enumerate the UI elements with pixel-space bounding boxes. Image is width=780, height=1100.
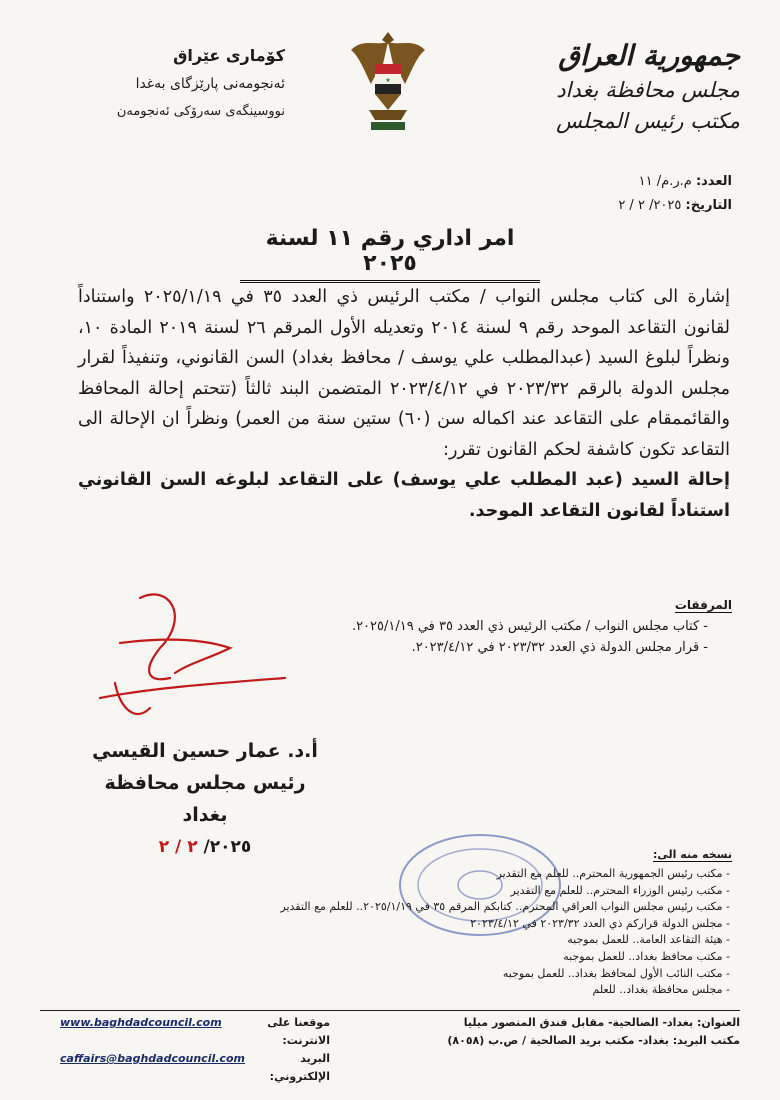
postal-line: مكتب البريد: بغداد- مكتب بريد الصالحية / ص.ب (٨٠٥٨): [447, 1034, 740, 1047]
email-link[interactable]: caffairs@baghdadcouncil.com: [60, 1052, 245, 1065]
footer-divider: [40, 1010, 740, 1011]
copy-item: - مكتب رئيس الوزراء المحترم.. للعلم مع التقدير: [280, 883, 730, 900]
arabic-header-line: جمهورية العراق: [558, 39, 740, 72]
date-label: التاريخ:: [685, 198, 732, 213]
attachments-list: [352, 616, 708, 658]
copy-item: - مكتب النائب الأول لمحافظ بغداد.. للعمل بموجبه: [280, 966, 730, 983]
attachment-item: - كتاب مجلس النواب / مكتب الرئيس ذي العدد ٣٥ في ٢٠٢٥/١/١٩.: [352, 616, 708, 637]
number-label: العدد:: [695, 174, 732, 189]
signer-date: [80, 831, 330, 863]
copy-item: - مكتب رئيس الجمهورية المحترم.. للعلم مع التقدير: [280, 866, 730, 883]
footer-contacts: [60, 1014, 330, 1086]
signer-name: أ.د. عمار حسين القيسي: [92, 740, 318, 762]
copy-item: - مجلس محافظة بغداد.. للعلم: [280, 982, 730, 999]
address-line: العنوان: بغداد- الصالحية- مقابل فندق المنصور ميليا: [463, 1016, 740, 1029]
kurdish-header-line: نووسینگەی سەرۆکی ئەنجومەن: [116, 104, 285, 119]
signer-date-handwritten: ٢ / ٢: [158, 837, 198, 857]
reference-block: [618, 170, 732, 218]
order-body: [78, 282, 730, 526]
kurdish-header-line: ئەنجومەنی پارێزگای بەغدا: [135, 76, 285, 92]
copy-item: - مجلس الدولة قراركم ذي العدد ٢٠٢٣/٣٢ في ٢٠٢٣/٤/١٢: [280, 916, 730, 933]
order-title: امر اداري رقم ١١ لسنة ٢٠٢٥: [240, 226, 540, 283]
signer-position: رئيس مجلس محافظة بغداد: [104, 772, 306, 826]
signer-block: [80, 735, 330, 863]
copy-item: - هيئة التقاعد العامة.. للعمل بموجبه: [280, 932, 730, 949]
copy-item: - مكتب رئيس مجلس النواب العراقي المحترم.. كتابكم المرقم ٣٥ في ٢٠٢٥/١/١٩.. للعلم مع التقدير: [280, 899, 730, 916]
footer-address: [447, 1014, 740, 1050]
date-value: ٢٠٢٥/ ٢ / ٢: [618, 198, 682, 213]
svg-text:★: ★: [385, 77, 391, 84]
kurdish-header-line: كۆماری عێراق: [173, 46, 285, 65]
eagle-emblem-icon: [345, 28, 431, 140]
copies-title: نسخه منه الى:: [653, 848, 732, 861]
website-label: موقعنا على الانترنت:: [267, 1016, 330, 1047]
kurdish-header: [55, 42, 285, 126]
arabic-header-line: مجلس محافظة بغداد: [556, 78, 740, 102]
arabic-header-line: مكتب رئيس المجلس: [556, 109, 740, 133]
body-paragraph: إشارة الى كتاب مجلس النواب / مكتب الرئيس ذي العدد ٣٥ في ٢٠٢٥/١/١٩ واستناداً لقانون التقاعد الموحد رقم ٩ لسنة ٢٠١٤ وتعديله الأول المرقم ٢٦ لسنة ٢٠١٩ المادة ١٠، ونظراً لبلوغ السيد (عبدالمطلب علي يوسف / محافظ بغداد) السن القانوني، وتنفيذاً لقرار مجلس الدولة بالرقم ٢٠٢٣/٣٢ في ٢٠٢٣/٤/١٢ المتضمن البند ثالثاً (تتحتم إحالة المحافظ والقائممقام على التقاعد عند اكماله سن (٦٠) ستين سنة من العمر) ونظراً ان الإحالة الى التقاعد تكون كاشفة لحكم القانون تقرر:: [78, 287, 731, 460]
handwritten-signature-icon: [80, 588, 300, 738]
attachments-title: المرفقات: [674, 598, 732, 612]
decision-text: إحالة السيد (عبد المطلب علي يوسف) على التقاعد لبلوغه السن القانوني استناداً لقانون التقاعد الموحد.: [78, 470, 730, 521]
email-label: البريد الإلكتروني:: [269, 1052, 330, 1083]
copies-list: [280, 866, 730, 999]
attachment-item: - قرار مجلس الدولة ذي العدد ٢٠٢٣/٣٢ في ٢٠٢٣/٤/١٢.: [352, 637, 708, 658]
arabic-header: [530, 38, 740, 136]
number-value: م.ر.م/ ١١: [638, 174, 692, 189]
signer-date-year: ٢٠٢٥/: [203, 837, 252, 857]
copy-item: - مكتب محافظ بغداد.. للعمل بموجبه: [280, 949, 730, 966]
website-link[interactable]: www.baghdadcouncil.com: [60, 1016, 222, 1029]
